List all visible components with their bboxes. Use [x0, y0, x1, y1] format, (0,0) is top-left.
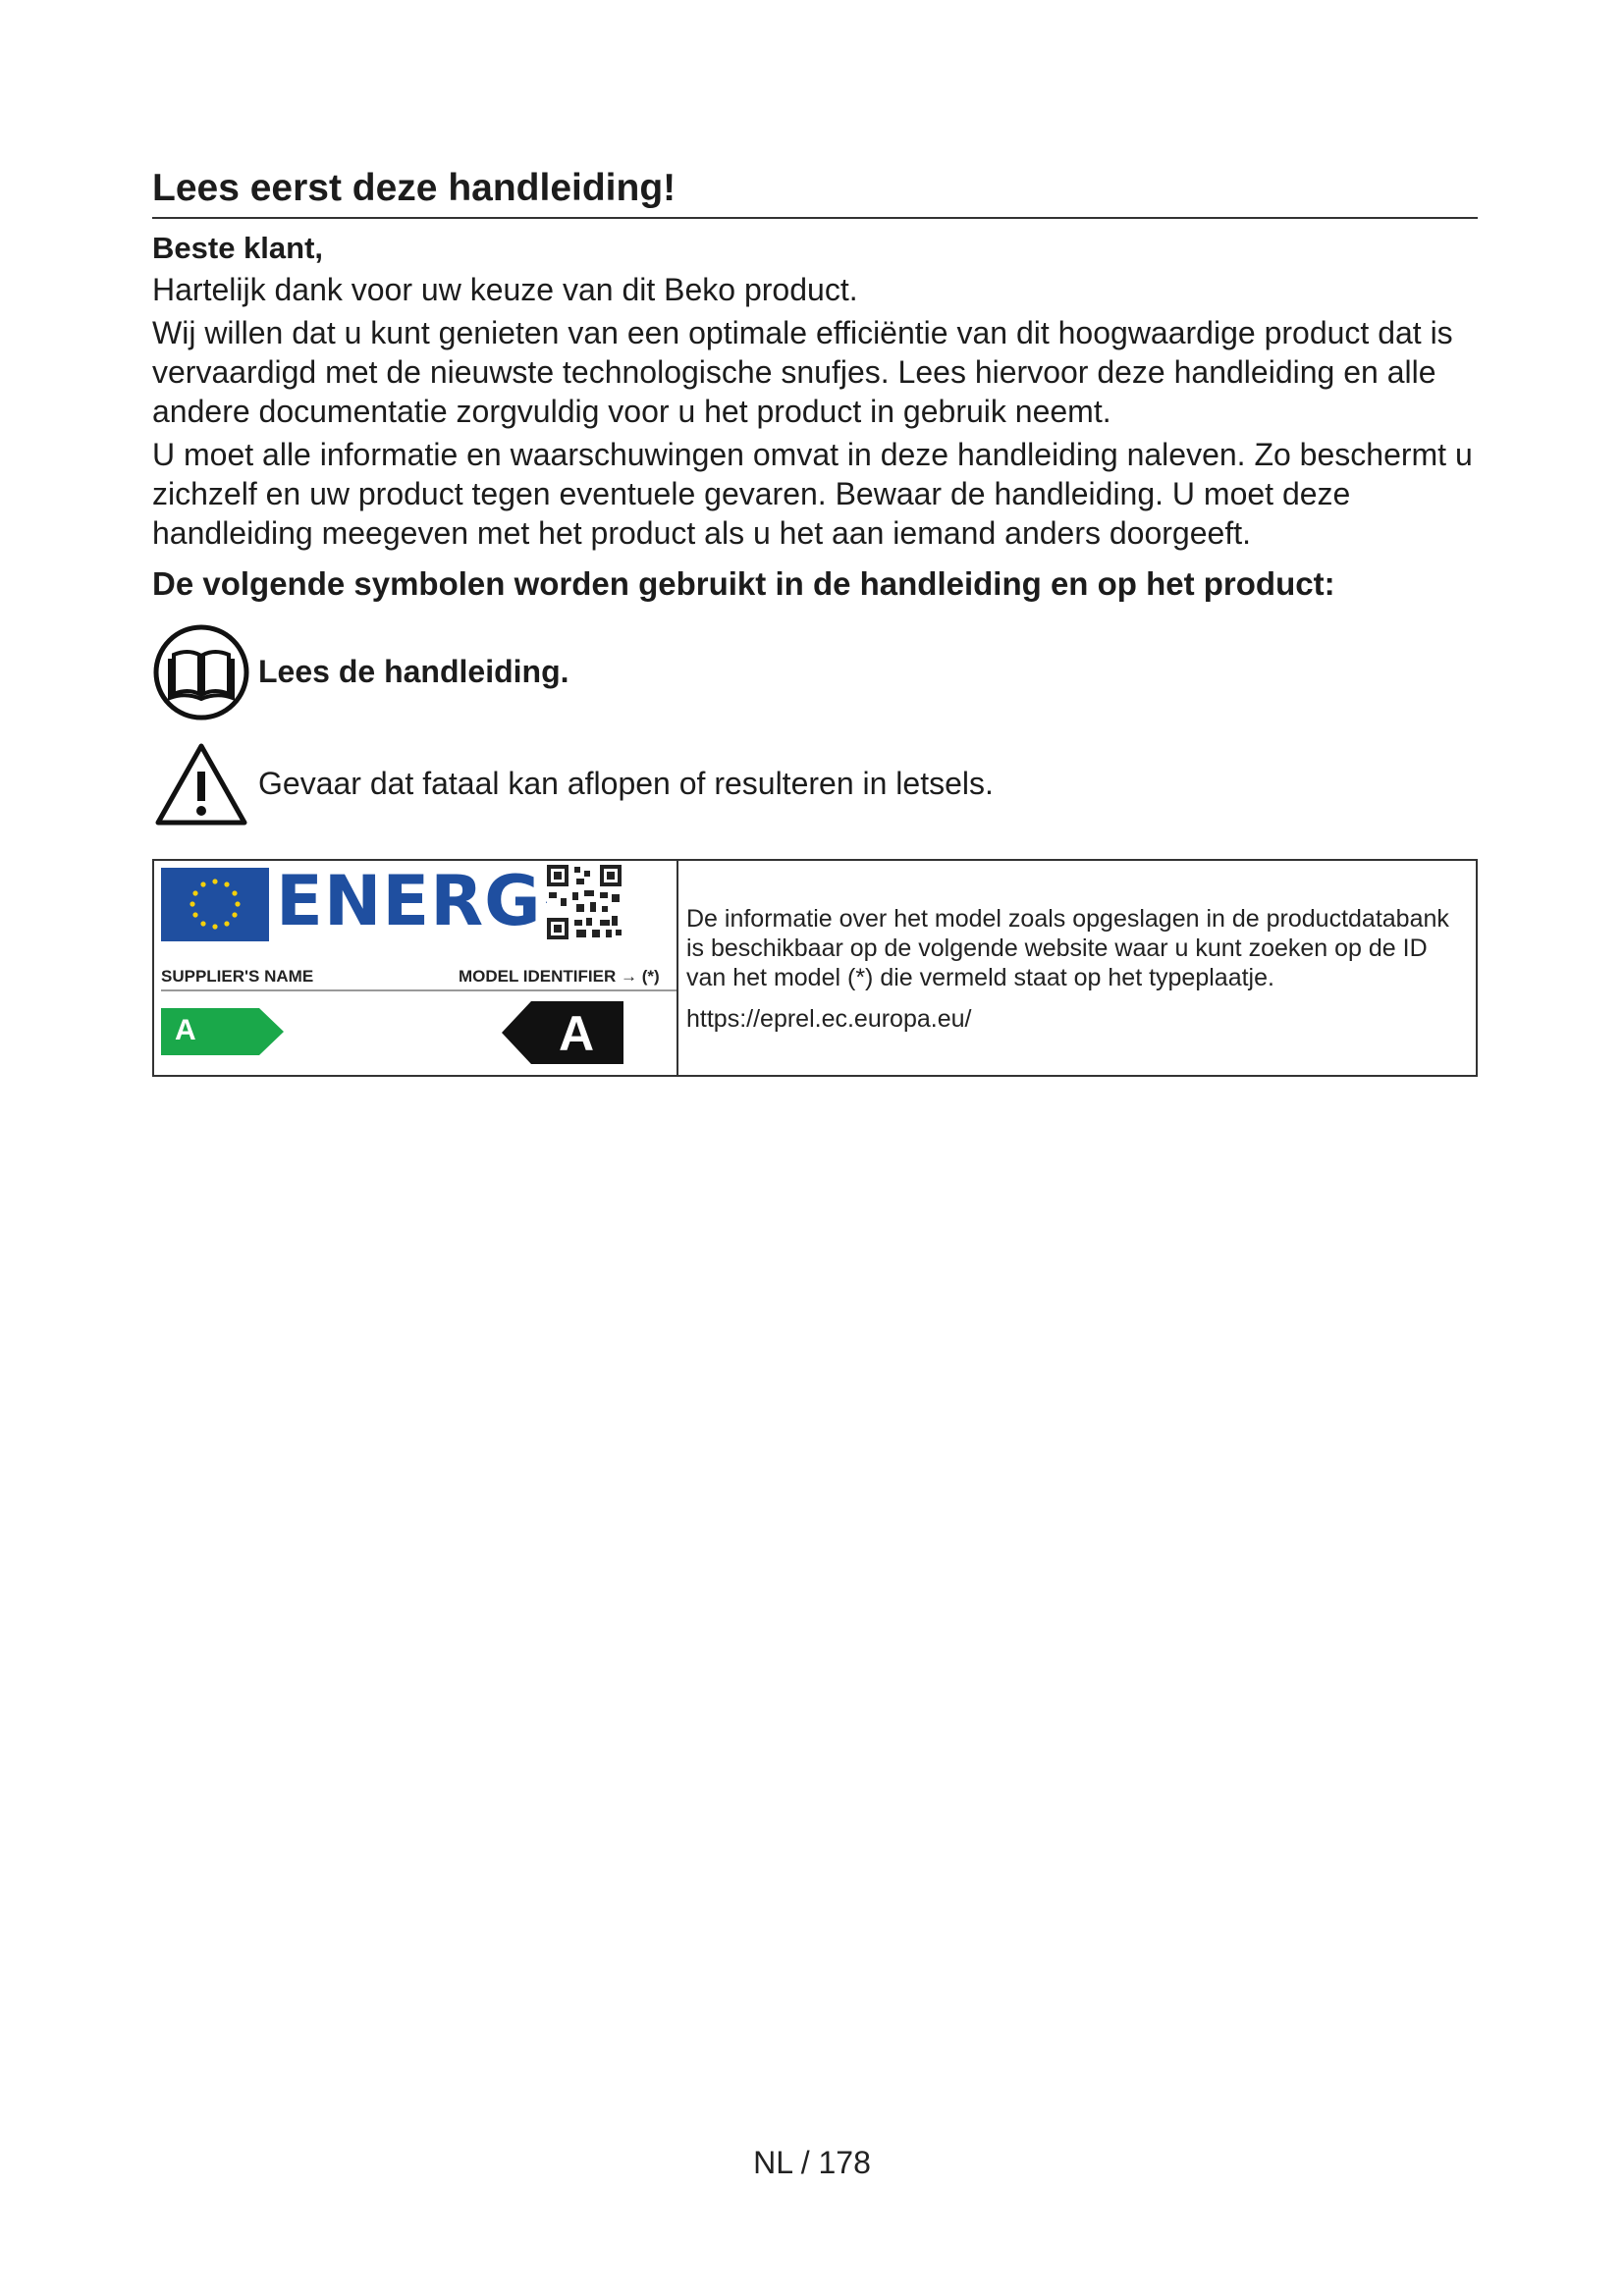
- eprel-url[interactable]: https://eprel.ec.europa.eu/: [686, 1005, 972, 1033]
- paragraph-efficiency: Wij willen dat u kunt genieten van een optimale efficiëntie van dit hoogwaardige product dat is vervaardigd met de nieuwste technologische snufjes. Lees hiervoor deze handleiding en alle andere documentatie zorgvuldig voor u het product in gebruik neemt.: [152, 314, 1453, 429]
- model-identifier-text: MODEL IDENTIFIER: [459, 967, 617, 986]
- qr-code-icon: [547, 865, 622, 939]
- symbol-text-read-manual: Lees de handleiding.: [258, 654, 569, 690]
- energy-class-badge: [502, 1001, 623, 1064]
- energy-info-table: [152, 859, 1478, 1077]
- label-divider: [161, 989, 677, 991]
- page-title: Lees eerst deze handleiding!: [152, 167, 1478, 219]
- arrow-right-icon: →: [620, 967, 637, 986]
- page-number: NL / 178: [753, 2145, 871, 2180]
- energy-logo-text: ENERG: [276, 861, 542, 941]
- paragraph-warnings: U moet alle informatie en waarschuwingen omvat in deze handleiding naleven. Zo beschermt u zichzelf en uw product tegen eventuele gevaren. Bewaar de handleiding. U moet deze handleiding meegeven met het product als u het aan iemand anders doorgeeft.: [152, 436, 1473, 551]
- symbol-row-read-manual: [152, 623, 1478, 721]
- energy-class-arrow-text: A: [175, 1014, 196, 1046]
- page-content: [152, 167, 1478, 833]
- supplier-name-label: SUPPLIER'S NAME: [161, 967, 314, 986]
- symbol-text-danger: Gevaar dat fataal kan aflopen of resulteren in letsels.: [258, 766, 994, 802]
- greeting: Beste klant,: [152, 230, 324, 265]
- symbols-heading: De volgende symbolen worden gebruikt in de handleiding en op het product:: [152, 564, 1335, 602]
- model-identifier-label: [459, 967, 660, 987]
- paragraph-thanks: Hartelijk dank voor uw keuze van dit Beko product.: [152, 271, 858, 307]
- eprel-info-text: De informatie over het model zoals opgeslagen in de productdatabank is beschikbaar op de volgende website waar u kunt zoeken op de ID van het model (*) die vermeld staat op het typeplaatje.: [686, 905, 1449, 991]
- model-marker: (*): [641, 967, 660, 986]
- eprel-info: [678, 861, 1476, 1075]
- energy-class-arrow: [161, 1008, 284, 1055]
- warning-icon: [152, 735, 250, 833]
- symbol-row-danger: [152, 735, 1478, 833]
- eu-flag-icon: [161, 868, 269, 941]
- book-icon: [152, 623, 250, 721]
- energy-class-badge-text: A: [559, 1006, 595, 1061]
- energy-label: [154, 861, 678, 1075]
- energy-logo: [276, 861, 568, 941]
